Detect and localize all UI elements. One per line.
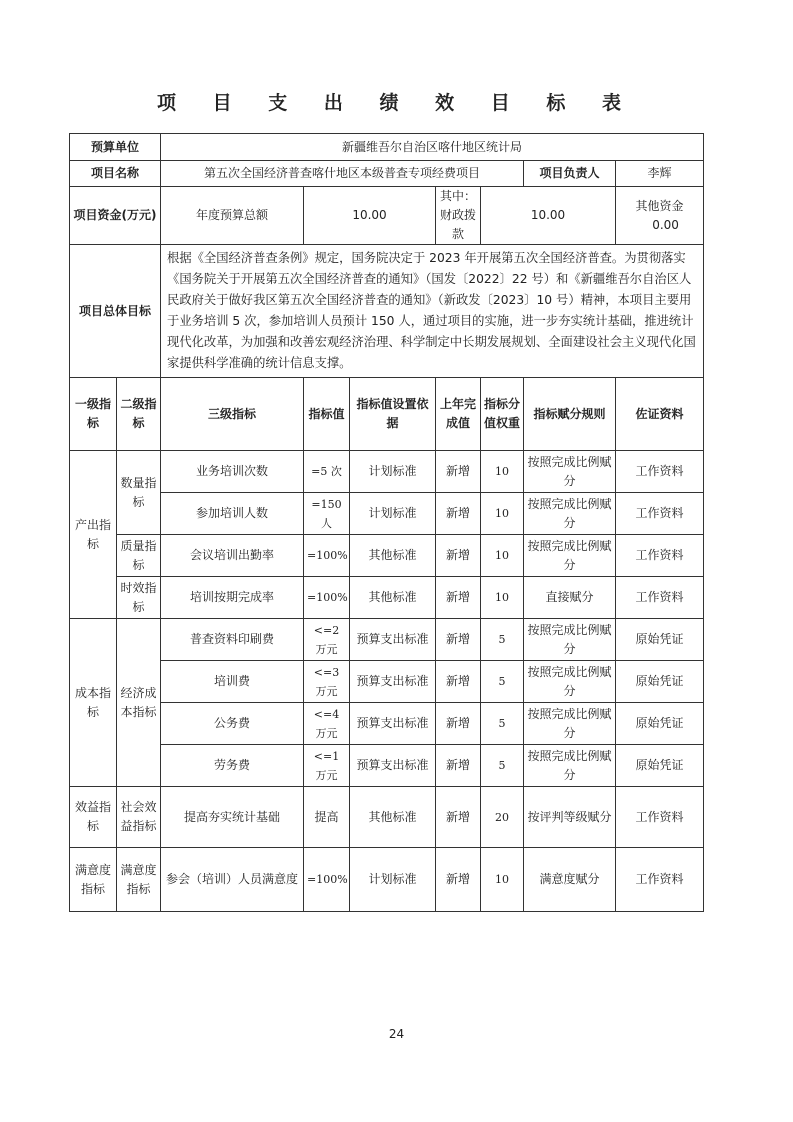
indicator: 参会（培训）人员满意度	[161, 848, 304, 912]
group-economic-cost: 经济成本指标	[117, 619, 161, 787]
rule: 按照完成比例赋分	[524, 745, 616, 787]
group-quality: 质量指标	[117, 535, 161, 577]
indicator-basis: 计划标准	[350, 493, 436, 535]
indicator-basis: 预算支出标准	[350, 661, 436, 703]
col-evidence: 佐证资料	[616, 378, 704, 451]
weight: 10	[481, 577, 524, 619]
table-row	[70, 787, 704, 848]
indicator-basis: 预算支出标准	[350, 745, 436, 787]
evidence: 原始凭证	[616, 619, 704, 661]
group-quantity: 数量指标	[117, 451, 161, 535]
evidence: 原始凭证	[616, 661, 704, 703]
evidence: 工作资料	[616, 577, 704, 619]
table-row	[70, 619, 704, 661]
goal-row	[70, 245, 704, 378]
weight: 10	[481, 535, 524, 577]
col-value: 指标值	[304, 378, 350, 451]
performance-table	[69, 133, 704, 912]
col-level1: 一级指标	[70, 378, 117, 451]
indicator-basis: 计划标准	[350, 451, 436, 493]
last-year: 新增	[436, 848, 481, 912]
rule: 按照完成比例赋分	[524, 703, 616, 745]
budget-unit-label: 预算单位	[70, 134, 161, 161]
table-row	[70, 493, 704, 535]
indicator-basis: 预算支出标准	[350, 703, 436, 745]
indicator-basis: 其他标准	[350, 577, 436, 619]
rule: 直接赋分	[524, 577, 616, 619]
weight: 5	[481, 745, 524, 787]
indicator-value: =100%	[304, 848, 350, 912]
other-funds-cell	[616, 187, 704, 245]
weight: 5	[481, 619, 524, 661]
col-last-year: 上年完成值	[436, 378, 481, 451]
group-satisfaction-sub: 满意度指标	[117, 848, 161, 912]
other-funds-label: 其他资金	[635, 198, 684, 213]
indicator-value: =150 人	[304, 493, 350, 535]
group-benefit: 效益指标	[70, 787, 117, 848]
indicator-value: 提高	[304, 787, 350, 848]
funds-row	[70, 187, 704, 245]
weight: 20	[481, 787, 524, 848]
indicator: 提高夯实统计基础	[161, 787, 304, 848]
indicator-basis: 其他标准	[350, 787, 436, 848]
indicator-value: <=2 万元	[304, 619, 350, 661]
indicator-basis: 其他标准	[350, 535, 436, 577]
indicator: 劳务费	[161, 745, 304, 787]
rule: 按照完成比例赋分	[524, 535, 616, 577]
evidence: 工作资料	[616, 535, 704, 577]
annual-budget-label: 年度预算总额	[161, 187, 304, 245]
weight: 10	[481, 848, 524, 912]
last-year: 新增	[436, 577, 481, 619]
group-social-benefit: 社会效益指标	[117, 787, 161, 848]
goal-text: 根据《全国经济普查条例》规定，国务院决定于 2023 年开展第五次全国经济普查。为贯彻落实《国务院关于开展第五次全国经济普查的通知》（国发〔2022〕22 号）和《新疆维吾尔自治区人民政府关于做好我区第五次全国经济普查的通知》（新政发〔2023〕10 号）精神，本项目主要用于业务培训 5 次，参加培训人员预计 150 人，通过项目的实施，进一步夯实统计基础，推进统计现代化改革，为加强和改善宏观经济治理、科学制定中长期发展规划、全面建设社会主义现代化国家提供科学准确的统计信息支撑。	[161, 245, 704, 378]
last-year: 新增	[436, 619, 481, 661]
project-name-row	[70, 161, 704, 187]
indicator-value: <=4 万元	[304, 703, 350, 745]
budget-unit-row	[70, 134, 704, 161]
rule: 按照完成比例赋分	[524, 451, 616, 493]
indicator-value: =100%	[304, 535, 350, 577]
col-weight: 指标分值权重	[481, 378, 524, 451]
weight: 5	[481, 661, 524, 703]
group-satisfaction: 满意度指标	[70, 848, 117, 912]
last-year: 新增	[436, 661, 481, 703]
indicator: 会议培训出勤率	[161, 535, 304, 577]
rule: 按照完成比例赋分	[524, 661, 616, 703]
col-rule: 指标赋分规则	[524, 378, 616, 451]
group-cost: 成本指标	[70, 619, 117, 787]
table-row	[70, 848, 704, 912]
annual-budget-value: 10.00	[304, 187, 436, 245]
indicator-basis: 预算支出标准	[350, 619, 436, 661]
evidence: 工作资料	[616, 848, 704, 912]
indicator-value: <=3 万元	[304, 661, 350, 703]
group-output: 产出指标	[70, 451, 117, 619]
funds-label: 项目资金(万元)	[70, 187, 161, 245]
indicator: 普查资料印刷费	[161, 619, 304, 661]
goal-label: 项目总体目标	[70, 245, 161, 378]
table-row	[70, 577, 704, 619]
project-name-value: 第五次全国经济普查喀什地区本级普查专项经费项目	[161, 161, 524, 187]
table-row	[70, 661, 704, 703]
rule: 按照完成比例赋分	[524, 619, 616, 661]
column-header-row	[70, 378, 704, 451]
last-year: 新增	[436, 535, 481, 577]
group-timeliness: 时效指标	[117, 577, 161, 619]
table-row	[70, 535, 704, 577]
leader-value: 李辉	[616, 161, 704, 187]
indicator-value: =5 次	[304, 451, 350, 493]
indicator-value: <=1 万元	[304, 745, 350, 787]
rule: 满意度赋分	[524, 848, 616, 912]
evidence: 工作资料	[616, 451, 704, 493]
col-basis: 指标值设置依据	[350, 378, 436, 451]
budget-unit-value: 新疆维吾尔自治区喀什地区统计局	[161, 134, 704, 161]
evidence: 原始凭证	[616, 703, 704, 745]
evidence: 工作资料	[616, 787, 704, 848]
last-year: 新增	[436, 745, 481, 787]
last-year: 新增	[436, 787, 481, 848]
weight: 5	[481, 703, 524, 745]
indicator-basis: 计划标准	[350, 848, 436, 912]
col-level3: 三级指标	[161, 378, 304, 451]
page-title: 项 目 支 出 绩 效 目 标 表	[157, 92, 636, 114]
last-year: 新增	[436, 703, 481, 745]
other-funds-value: 0.00	[652, 217, 679, 232]
last-year: 新增	[436, 493, 481, 535]
indicator: 培训费	[161, 661, 304, 703]
evidence: 工作资料	[616, 493, 704, 535]
fiscal-value: 10.00	[481, 187, 616, 245]
table-row	[70, 451, 704, 493]
weight: 10	[481, 493, 524, 535]
indicator: 业务培训次数	[161, 451, 304, 493]
indicator: 公务费	[161, 703, 304, 745]
col-level2: 二级指标	[117, 378, 161, 451]
fiscal-label: 其中：财政拨款	[436, 187, 481, 245]
table-row	[70, 745, 704, 787]
weight: 10	[481, 451, 524, 493]
leader-label: 项目负责人	[524, 161, 616, 187]
indicator: 培训按期完成率	[161, 577, 304, 619]
indicator: 参加培训人数	[161, 493, 304, 535]
project-name-label: 项目名称	[70, 161, 161, 187]
rule: 按评判等级赋分	[524, 787, 616, 848]
evidence: 原始凭证	[616, 745, 704, 787]
last-year: 新增	[436, 451, 481, 493]
rule: 按照完成比例赋分	[524, 493, 616, 535]
indicator-value: =100%	[304, 577, 350, 619]
table-row	[70, 703, 704, 745]
page-number: 24	[388, 1027, 405, 1041]
